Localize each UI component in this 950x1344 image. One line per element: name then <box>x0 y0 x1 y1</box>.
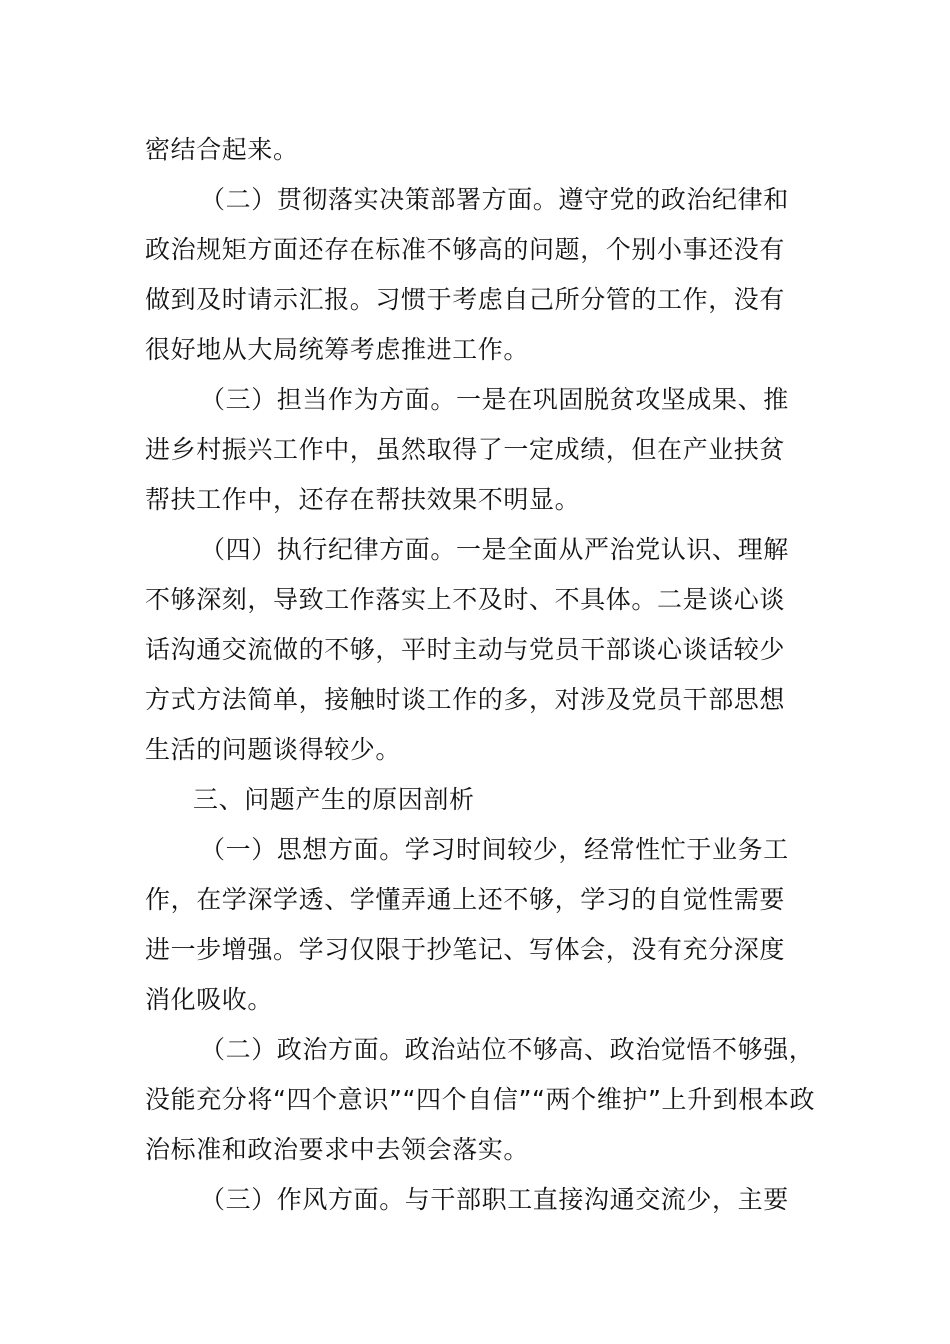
text-line: 进乡村振兴工作中，虽然取得了一定成绩，但在产业扶贫 <box>145 435 786 464</box>
text-line: 话沟通交流做的不够，平时主动与党员干部谈心谈话较少 <box>145 635 786 664</box>
text-line: 政治规矩方面还存在标准不够高的问题，个别小事还没有 <box>145 235 786 264</box>
text-line: （一）思想方面。学习时间较少，经常性忙于业务工 <box>200 835 789 864</box>
text-line: 方式方法简单，接触时谈工作的多，对涉及党员干部思想 <box>145 685 786 714</box>
text-line: 生活的问题谈得较少。 <box>145 735 402 764</box>
section-heading: 三、问题产生的原因剖析 <box>193 785 475 814</box>
text-line: 做到及时请示汇报。习惯于考虑自己所分管的工作，没有 <box>145 285 786 314</box>
text-line: 作，在学深学透、学懂弄通上还不够，学习的自觉性需要 <box>145 885 786 914</box>
text-line: 不够深刻，导致工作落实上不及时、不具体。二是谈心谈 <box>145 585 786 614</box>
text-line: 没能充分将“四个意识”“四个自信”“两个维护”上升到根本政 <box>145 1085 816 1114</box>
text-line: 进一步增强。学习仅限于抄笔记、写体会，没有充分深度 <box>145 935 786 964</box>
text-line: （三）担当作为方面。一是在巩固脱贫攻坚成果、推 <box>200 385 789 414</box>
text-line: （三）作风方面。与干部职工直接沟通交流少，主要 <box>200 1185 789 1214</box>
text-line: 很好地从大局统筹考虑推进工作。 <box>145 335 530 364</box>
text-line: 治标准和政治要求中去领会落实。 <box>145 1135 530 1164</box>
text-line: （二）贯彻落实决策部署方面。遵守党的政治纪律和 <box>200 185 789 214</box>
text-line: （四）执行纪律方面。一是全面从严治党认识、理解 <box>200 535 789 564</box>
text-line: 帮扶工作中，还存在帮扶效果不明显。 <box>145 485 581 514</box>
text-line: （二）政治方面。政治站位不够高、政治觉悟不够强， <box>200 1035 815 1064</box>
text-line: 密结合起来。 <box>145 135 299 164</box>
text-line: 消化吸收。 <box>145 985 274 1014</box>
